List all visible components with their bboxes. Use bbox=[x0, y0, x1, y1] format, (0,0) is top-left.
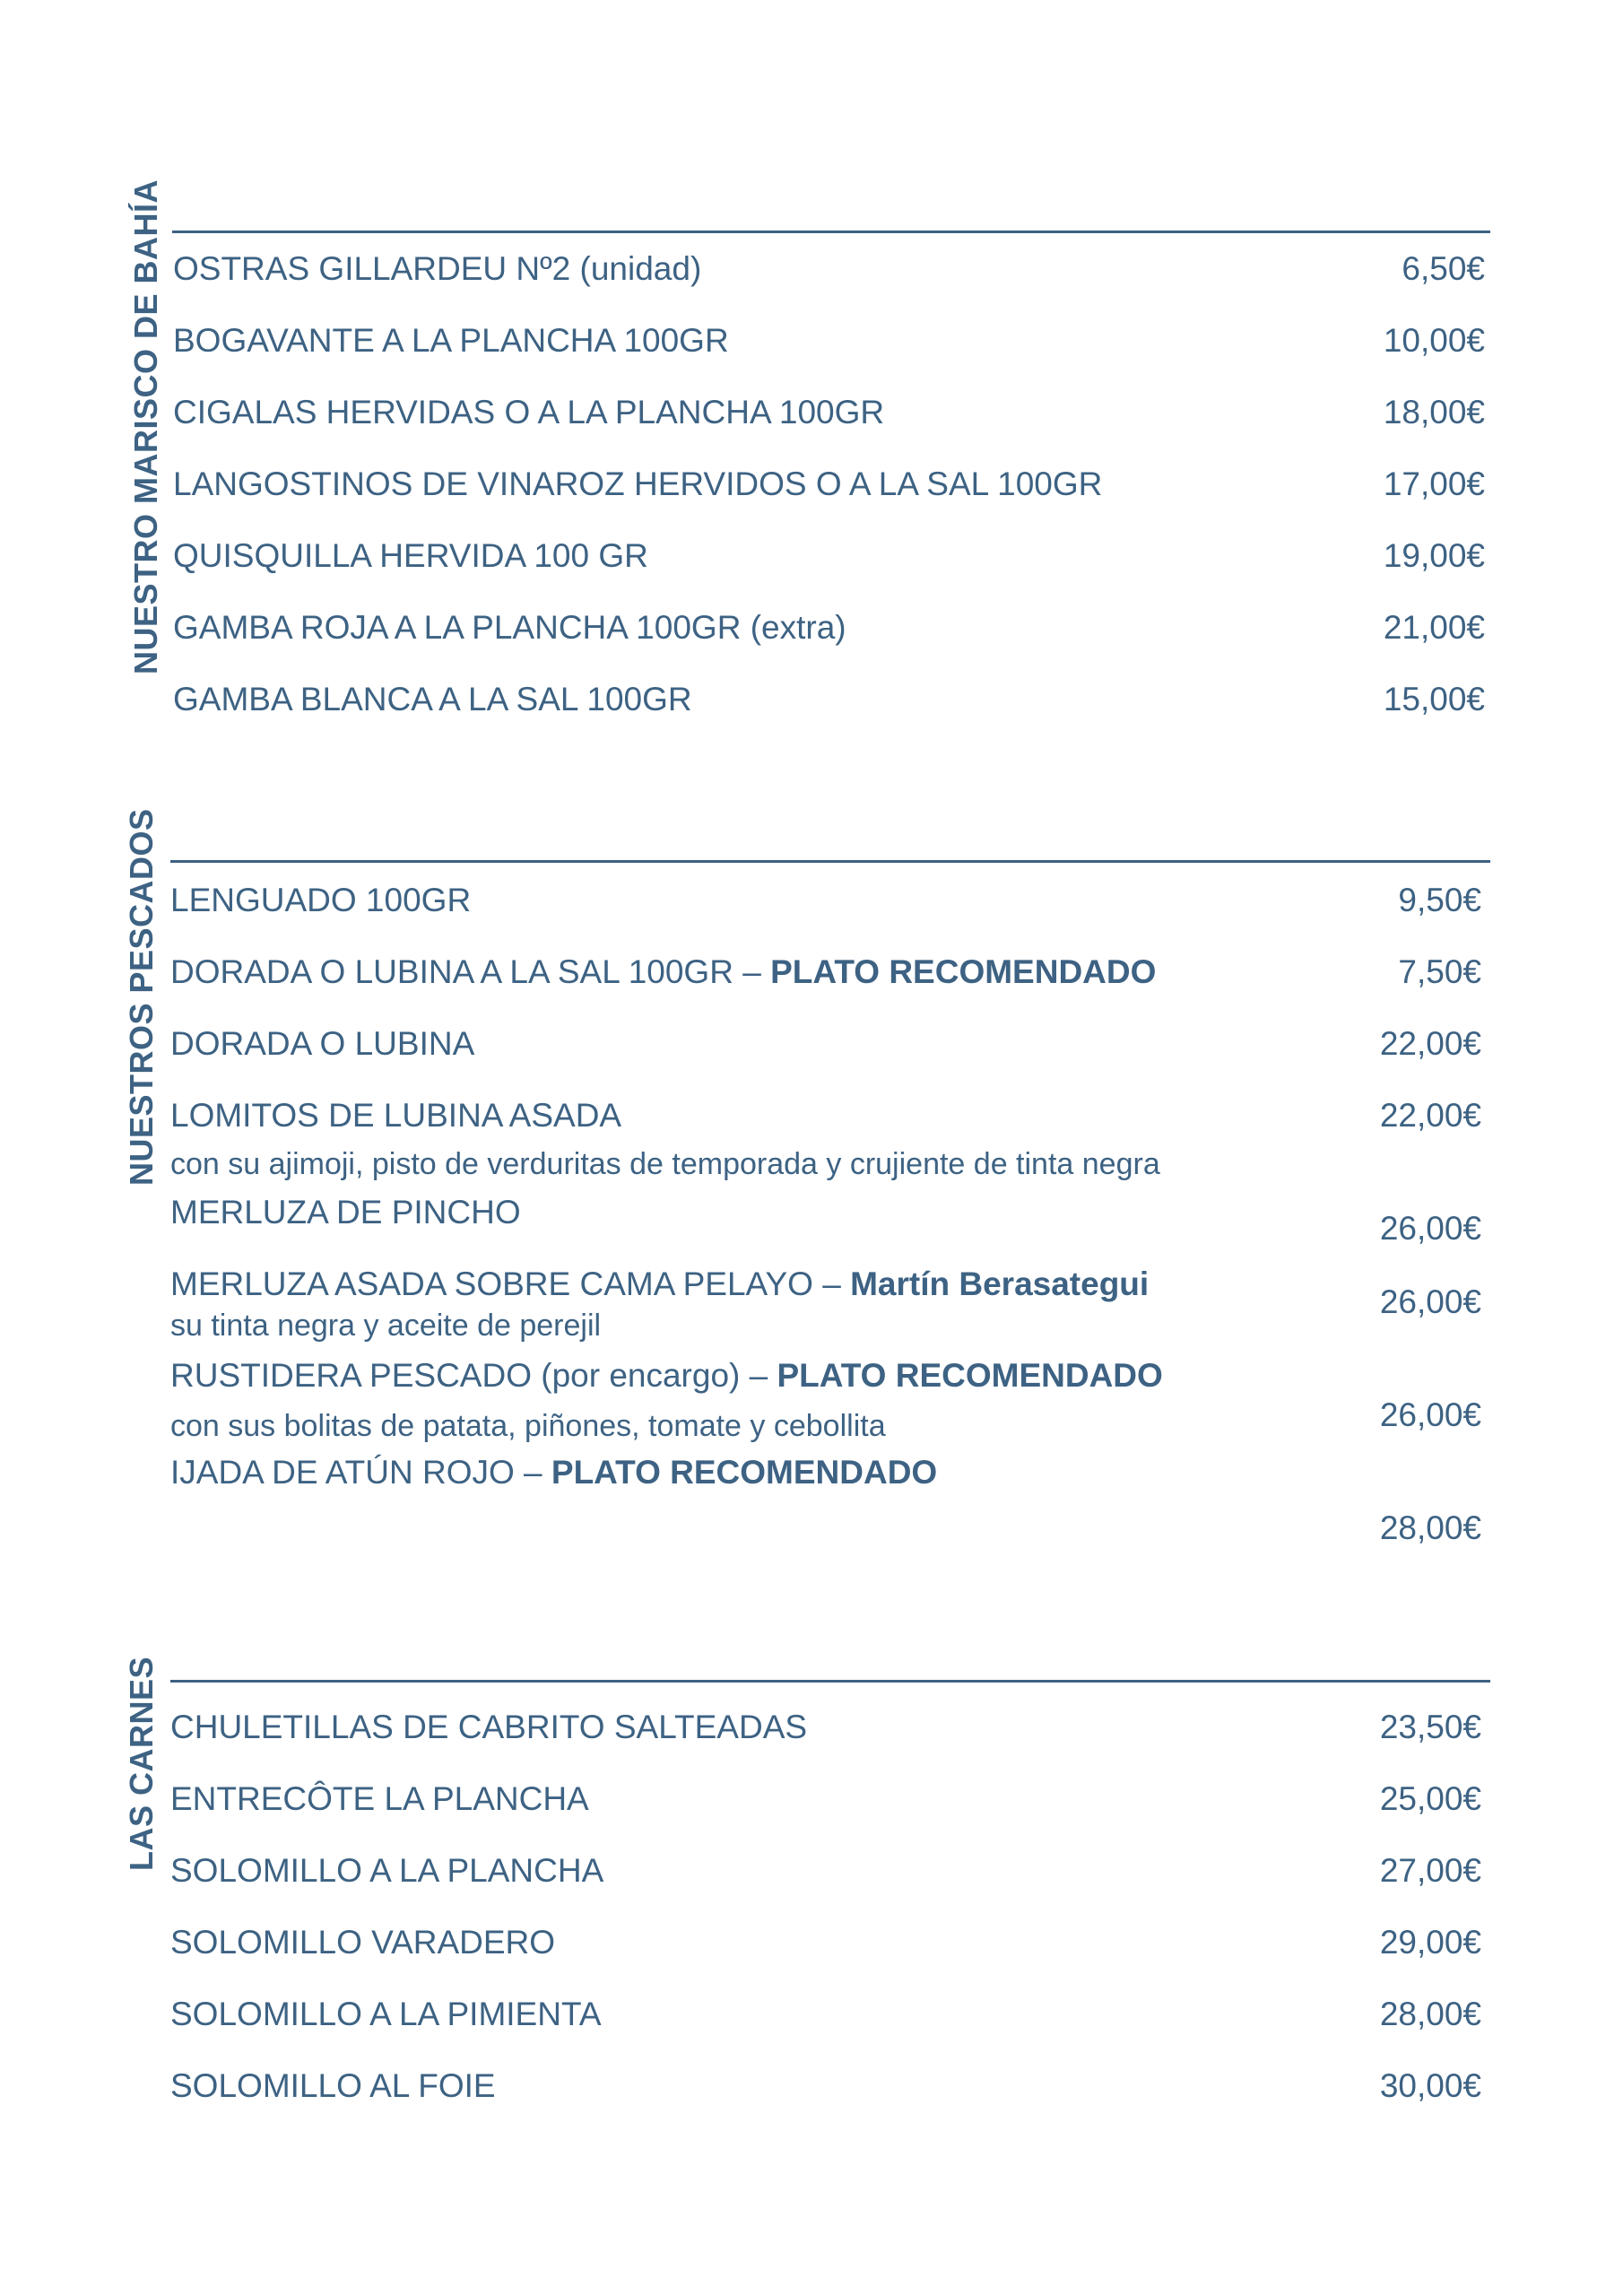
section-divider-marisco bbox=[172, 230, 1490, 233]
chef-tag: Martín Berasategui bbox=[850, 1265, 1150, 1302]
item-name: IJADA DE ATÚN ROJO – bbox=[170, 1454, 551, 1491]
item-price: 28,00€ bbox=[1379, 1509, 1481, 1546]
item-name: QUISQUILLA HERVIDA 100 GR bbox=[173, 537, 648, 574]
section-title-pescados: NUESTROS PESCADOS bbox=[123, 808, 160, 1186]
item-price: 22,00€ bbox=[1379, 1097, 1481, 1134]
section-title-marisco: NUESTRO MARISCO DE BAHÍA bbox=[127, 178, 164, 674]
item-name-line bbox=[170, 1453, 937, 1492]
section-title-carnes: LAS CARNES bbox=[123, 1656, 160, 1871]
item-name: DORADA O LUBINA bbox=[170, 1025, 475, 1062]
item-name: CIGALAS HERVIDAS O A LA PLANCHA 100GR bbox=[173, 394, 885, 430]
item-price: 18,00€ bbox=[1383, 394, 1485, 430]
item-name: OSTRAS GILLARDEU Nº2 (unidad) bbox=[173, 250, 702, 287]
item-name: ENTRECÔTE LA PLANCHA bbox=[170, 1780, 589, 1817]
item-name: MERLUZA DE PINCHO bbox=[170, 1194, 521, 1231]
item-name: MERLUZA ASADA SOBRE CAMA PELAYO – bbox=[170, 1265, 851, 1302]
item-price: 7,50€ bbox=[1398, 953, 1481, 990]
item-description: con su ajimoji, pisto de verduritas de temporada y crujiente de tinta negra bbox=[170, 1147, 1160, 1181]
item-price: 25,00€ bbox=[1379, 1780, 1481, 1817]
item-price: 6,50€ bbox=[1402, 250, 1485, 287]
recommended-tag: PLATO RECOMENDADO bbox=[551, 1454, 938, 1491]
item-name-line bbox=[170, 1356, 1163, 1396]
item-name: SOLOMILLO AL FOIE bbox=[170, 2067, 496, 2104]
item-price: 23,50€ bbox=[1379, 1709, 1481, 1745]
item-name-line bbox=[170, 952, 1156, 992]
item-price: 30,00€ bbox=[1379, 2067, 1481, 2104]
item-price: 17,00€ bbox=[1383, 465, 1485, 502]
recommended-tag: PLATO RECOMENDADO bbox=[770, 953, 1157, 990]
item-name: DORADA O LUBINA A LA SAL 100GR – bbox=[170, 953, 771, 990]
item-name: BOGAVANTE A LA PLANCHA 100GR bbox=[173, 322, 729, 359]
item-price: 27,00€ bbox=[1379, 1852, 1481, 1889]
item-price: 21,00€ bbox=[1383, 609, 1485, 646]
item-price: 15,00€ bbox=[1383, 681, 1485, 718]
item-price: 10,00€ bbox=[1383, 322, 1485, 359]
item-name: LENGUADO 100GR bbox=[170, 882, 472, 918]
item-name-line bbox=[170, 1265, 1149, 1304]
item-name: RUSTIDERA PESCADO (por encargo) – bbox=[170, 1357, 777, 1394]
item-price: 26,00€ bbox=[1379, 1210, 1481, 1247]
item-description: con sus bolitas de patata, piñones, tomate y cebollita bbox=[170, 1409, 886, 1443]
item-price: 22,00€ bbox=[1379, 1025, 1481, 1062]
item-name: LOMITOS DE LUBINA ASADA bbox=[170, 1097, 622, 1134]
item-name: CHULETILLAS DE CABRITO SALTEADAS bbox=[170, 1709, 808, 1745]
section-divider-pescados bbox=[170, 860, 1490, 863]
item-name: SOLOMILLO VARADERO bbox=[170, 1924, 556, 1961]
item-name: LANGOSTINOS DE VINAROZ HERVIDOS O A LA SAL 100GR bbox=[173, 465, 1103, 502]
recommended-tag: PLATO RECOMENDADO bbox=[777, 1357, 1163, 1394]
item-price: 29,00€ bbox=[1379, 1924, 1481, 1961]
item-name: SOLOMILLO A LA PLANCHA bbox=[170, 1852, 604, 1889]
item-price: 26,00€ bbox=[1379, 1396, 1481, 1433]
item-price: 28,00€ bbox=[1379, 1996, 1481, 2032]
item-name: SOLOMILLO A LA PIMIENTA bbox=[170, 1996, 602, 2032]
section-divider-carnes bbox=[170, 1680, 1490, 1683]
item-description: su tinta negra y aceite de perejil bbox=[170, 1309, 602, 1343]
item-price: 9,50€ bbox=[1398, 882, 1481, 918]
item-name: GAMBA BLANCA A LA SAL 100GR bbox=[173, 681, 692, 718]
item-name: GAMBA ROJA A LA PLANCHA 100GR (extra) bbox=[173, 609, 846, 646]
item-price: 26,00€ bbox=[1379, 1283, 1481, 1320]
item-price: 19,00€ bbox=[1383, 537, 1485, 574]
